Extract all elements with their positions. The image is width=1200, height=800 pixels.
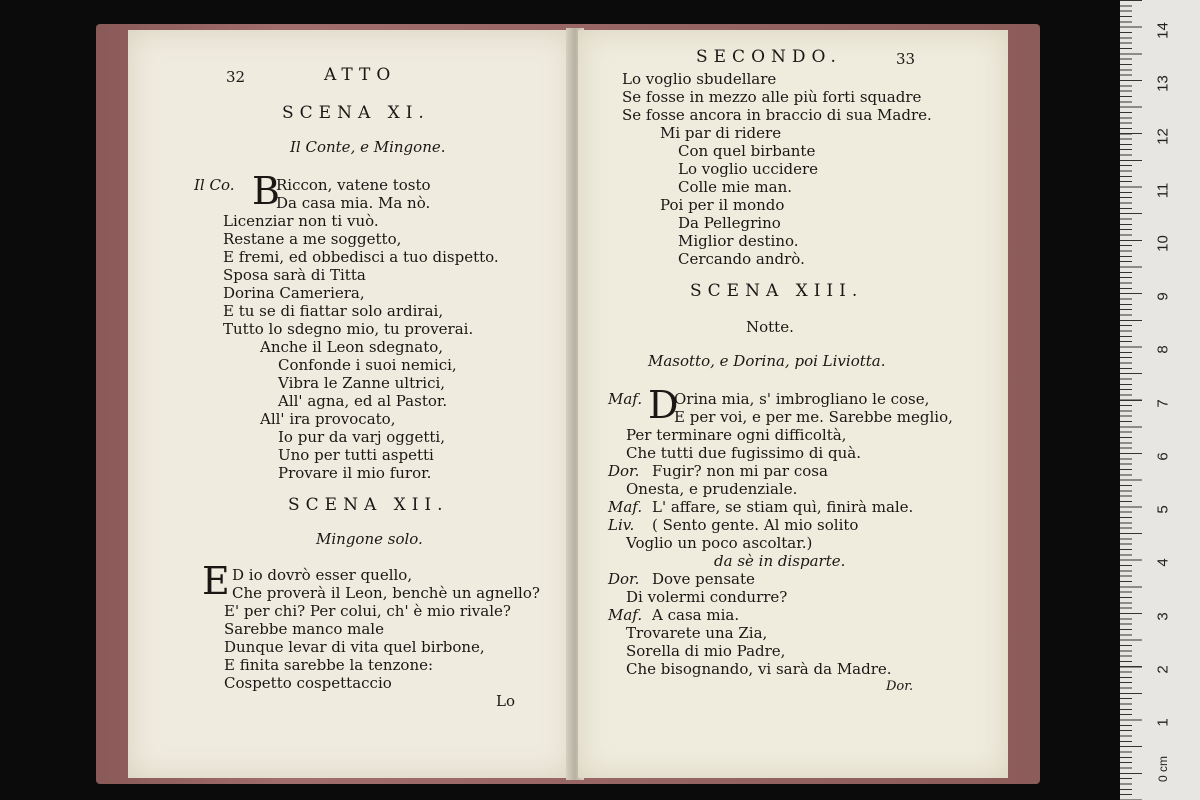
stage-direction: da sè in disparte. — [714, 552, 846, 570]
dialogue-line: A casa mia. — [652, 606, 740, 624]
dialogue-line: Per terminare ogni difficoltà, — [626, 426, 847, 444]
speaker-label: Il Co. — [194, 176, 235, 194]
ruler-label: 11 — [1154, 182, 1172, 199]
verse-line: Dunque levar di vita quel birbone, — [224, 638, 485, 656]
speaker-label: Liv. — [608, 516, 635, 534]
verse-line: Se fosse in mezzo alle più forti squadre — [622, 88, 922, 106]
ruler-label: 5 — [1154, 505, 1172, 514]
ruler-ticks — [1120, 0, 1146, 800]
verse-line: E' per chi? Per colui, ch' è mio rivale? — [224, 602, 511, 620]
verse-line: D io dovrò esser quello, — [232, 566, 413, 584]
verse-line: Sposa sarà di Titta — [223, 266, 366, 284]
scene-title: SCENA XII. — [288, 495, 449, 515]
dialogue-line: Dove pensate — [652, 570, 755, 588]
dialogue-line: Sorella di mio Padre, — [626, 642, 786, 660]
verse-line: Vibra le Zanne ultrici, — [278, 374, 446, 392]
dialogue-line: Che bisognando, vi sarà da Madre. — [626, 660, 892, 678]
dialogue-line: E per voi, e per me. Sarebbe meglio, — [674, 408, 953, 426]
measuring-ruler — [1120, 0, 1200, 800]
scene-title: SCENA XI. — [282, 103, 430, 123]
ruler-label: 2 — [1154, 665, 1172, 674]
ruler-label: 9 — [1154, 292, 1172, 301]
running-head: SECONDO. — [696, 47, 842, 67]
right-page — [578, 30, 1008, 778]
dialogue-line: Trovarete una Zia, — [626, 624, 768, 642]
verse-line: Tutto lo sdegno mio, tu proverai. — [223, 320, 474, 338]
dialogue-line: Fugir? non mi par cosa — [652, 462, 828, 480]
ruler-label: 12 — [1154, 128, 1172, 145]
ruler-label: 1 — [1154, 718, 1172, 727]
dialogue-line: Di volermi condurre? — [626, 588, 788, 606]
scene-characters: Mingone solo. — [316, 530, 423, 548]
verse-line: Anche il Leon sdegnato, — [260, 338, 444, 356]
dialogue-line: ( Sento gente. Al mio solito — [652, 516, 859, 534]
verse-line: All' agna, ed al Pastor. — [278, 392, 448, 410]
verse-line: Sarebbe manco male — [224, 620, 384, 638]
verse-line: Dorina Cameriera, — [223, 284, 365, 302]
verse-line: Restane a me soggetto, — [223, 230, 402, 248]
drop-cap: D — [648, 383, 679, 427]
verse-line: Da casa mia. Ma nò. — [276, 194, 431, 212]
verse-line: Poi per il mondo — [660, 196, 785, 214]
verse-line: Confonde i suoi nemici, — [278, 356, 457, 374]
scene-setting: Notte. — [746, 318, 794, 336]
ruler-label: 13 — [1154, 75, 1172, 92]
scene-characters: Il Conte, e Mingone. — [290, 138, 446, 156]
verse-line: Cercando andrò. — [678, 250, 805, 268]
ruler-label: 10 — [1154, 235, 1172, 252]
verse-line: Licenziar non ti vuò. — [223, 212, 379, 230]
verse-line: Con quel birbante — [678, 142, 816, 160]
catchword: Dor. — [886, 679, 914, 694]
dialogue-line: Onesta, e prudenziale. — [626, 480, 798, 498]
ruler-label: 14 — [1154, 22, 1172, 39]
verse-line: Cospetto cospettaccio — [224, 674, 392, 692]
page-number: 32 — [226, 68, 246, 86]
scene-characters: Masotto, e Dorina, poi Liviotta. — [648, 352, 886, 370]
drop-cap: B — [252, 169, 280, 213]
verse-line: E finita sarebbe la tenzone: — [224, 656, 434, 674]
speaker-label: Maf. — [608, 606, 643, 624]
verse-line: Riccon, vatene tosto — [276, 176, 431, 194]
verse-line: Mi par di ridere — [660, 124, 782, 142]
verse-line: Che proverà il Leon, benchè un agnello? — [232, 584, 540, 602]
speaker-label: Dor. — [608, 570, 640, 588]
ruler-label: 3 — [1154, 612, 1172, 621]
dialogue-line: Orina mia, s' imbrogliano le cose, — [674, 390, 930, 408]
verse-line: Da Pellegrino — [678, 214, 781, 232]
verse-line: Provare il mio furor. — [278, 464, 432, 482]
verse-line: All' ira provocato, — [260, 410, 396, 428]
page-number: 33 — [896, 50, 916, 68]
running-head: ATTO — [324, 65, 397, 85]
ruler-label: 7 — [1154, 399, 1172, 408]
scene-title: SCENA XIII. — [690, 281, 864, 301]
ruler-label: 8 — [1154, 345, 1172, 354]
speaker-label: Maf. — [608, 390, 643, 408]
verse-line: Uno per tutti aspetti — [278, 446, 434, 464]
dialogue-line: Voglio un poco ascoltar.) — [626, 534, 813, 552]
speaker-label: Maf. — [608, 498, 643, 516]
verse-line: Miglior destino. — [678, 232, 799, 250]
dialogue-line: L' affare, se stiam quì, finirà male. — [652, 498, 914, 516]
verse-line: Lo voglio uccidere — [678, 160, 819, 178]
speaker-label: Dor. — [608, 462, 640, 480]
ruler-label: 0 cm — [1156, 756, 1170, 783]
verse-line: E fremi, ed obbedisci a tuo dispetto. — [223, 248, 499, 266]
catchword: Lo — [496, 692, 515, 710]
left-page — [128, 30, 573, 778]
ruler-label: 6 — [1154, 452, 1172, 461]
verse-line: Se fosse ancora in braccio di sua Madre. — [622, 106, 932, 124]
verse-line: E tu se di fiattar solo ardirai, — [223, 302, 444, 320]
dialogue-line: Che tutti due fugissimo di quà. — [626, 444, 861, 462]
ruler-label: 4 — [1154, 558, 1172, 567]
verse-line: Lo voglio sbudellare — [622, 70, 777, 88]
drop-cap: E — [202, 559, 230, 603]
verse-line: Io pur da varj oggetti, — [278, 428, 445, 446]
verse-line: Colle mie man. — [678, 178, 793, 196]
